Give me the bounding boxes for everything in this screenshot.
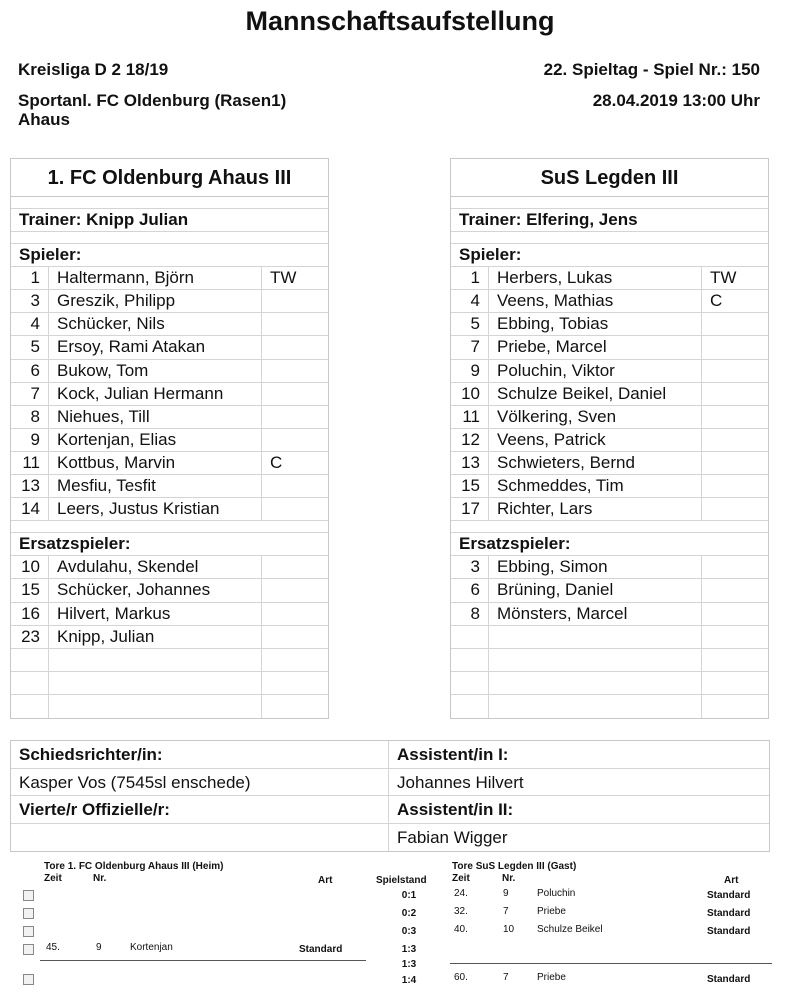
player-role <box>262 383 328 405</box>
player-row <box>11 360 328 383</box>
subs-label: Ersatzspieler: <box>11 533 328 556</box>
sub-name <box>489 649 702 671</box>
player-role <box>262 406 328 428</box>
assistant1-label: Assistent/in I: <box>397 745 509 764</box>
player-role <box>702 429 768 451</box>
goal-checkbox[interactable] <box>23 908 34 919</box>
sub-role <box>262 626 328 648</box>
player-role <box>262 290 328 312</box>
player-row <box>11 406 328 429</box>
sub-row <box>11 649 328 672</box>
sub-role <box>702 556 768 578</box>
player-role <box>262 360 328 382</box>
player-row <box>451 452 768 475</box>
home-goal-time: 45. <box>46 942 60 953</box>
player-name: Haltermann, Björn <box>49 267 262 289</box>
venue: Sportanl. FC Oldenburg (Rasen1) <box>18 91 287 110</box>
sub-role <box>262 603 328 625</box>
sub-row <box>451 579 768 602</box>
sub-name: Schücker, Johannes <box>49 579 262 601</box>
away-goal-type: Standard <box>707 890 751 901</box>
player-role <box>702 406 768 428</box>
player-number: 1 <box>11 267 49 289</box>
referee-name: Kasper Vos (7545sl enschede) <box>11 769 389 796</box>
fourth-official-name <box>11 824 389 852</box>
sub-name <box>49 672 262 694</box>
player-number: 4 <box>451 290 489 312</box>
trainer: Trainer: Elfering, Jens <box>451 209 768 232</box>
sub-row <box>451 603 768 626</box>
sub-name <box>489 672 702 694</box>
sub-role <box>262 695 328 718</box>
sub-name: Knipp, Julian <box>49 626 262 648</box>
goal-checkbox[interactable] <box>23 926 34 937</box>
sub-name <box>49 649 262 671</box>
sub-role <box>702 626 768 648</box>
player-name: Veens, Patrick <box>489 429 702 451</box>
player-name: Ebbing, Tobias <box>489 313 702 335</box>
player-name: Kottbus, Marvin <box>49 452 262 474</box>
sub-row <box>11 626 328 649</box>
player-name: Kortenjan, Elias <box>49 429 262 451</box>
away-goals-divider <box>450 963 772 964</box>
player-role: C <box>710 291 723 311</box>
player-number: 7 <box>451 336 489 358</box>
home-goal-number: 9 <box>96 942 102 953</box>
player-name: Kock, Julian Hermann <box>49 383 262 405</box>
player-number: 5 <box>451 313 489 335</box>
player-number: 12 <box>451 429 489 451</box>
spacer-row <box>11 521 328 533</box>
player-name: Richter, Lars <box>489 498 702 520</box>
away-goal-type: Standard <box>707 974 751 985</box>
goals-section <box>0 855 800 993</box>
sub-role <box>702 579 768 601</box>
away-goal-time: 60. <box>454 972 468 983</box>
player-number: 11 <box>11 452 49 474</box>
home-col-art: Art <box>318 875 333 886</box>
sub-name: Ebbing, Simon <box>489 556 702 578</box>
player-number: 11 <box>451 406 489 428</box>
away-team-lineup <box>450 158 769 719</box>
player-role: TW <box>270 268 297 288</box>
goal-checkbox[interactable] <box>23 944 34 955</box>
away-goal-scorer: Schulze Beikel <box>537 924 603 935</box>
away-goal-scorer: Priebe <box>537 972 566 983</box>
away-goal-type: Standard <box>707 926 751 937</box>
player-number: 17 <box>451 498 489 520</box>
sub-row <box>11 695 328 718</box>
home-col-nr: Nr. <box>93 873 107 884</box>
sub-number: 23 <box>11 626 49 648</box>
assistant1-name: Johannes Hilvert <box>397 772 524 792</box>
away-col-zeit: Zeit <box>452 873 470 884</box>
sub-name: Avdulahu, Skendel <box>49 556 262 578</box>
score-entry: 1:4 <box>401 975 417 986</box>
player-role <box>702 452 768 474</box>
player-number: 13 <box>451 452 489 474</box>
player-role <box>702 336 768 358</box>
sub-role <box>262 672 328 694</box>
sub-role <box>702 603 768 625</box>
referee-label: Schiedsrichter/in: <box>11 741 389 768</box>
player-number: 15 <box>451 475 489 497</box>
player-role <box>262 429 328 451</box>
sub-row <box>451 672 768 695</box>
away-goal-scorer: Priebe <box>537 906 566 917</box>
player-role <box>702 313 768 335</box>
home-goal-scorer: Kortenjan <box>130 942 173 953</box>
page-title: Mannschaftsaufstellung <box>245 6 555 36</box>
player-row <box>451 267 768 290</box>
team-name: SuS Legden III <box>451 159 768 197</box>
away-goals-title: Tore SuS Legden III (Gast) <box>452 861 577 872</box>
spacer-row <box>451 232 768 244</box>
matchday-info: 22. Spieltag - Spiel Nr.: 150 <box>543 60 760 79</box>
player-number: 10 <box>451 383 489 405</box>
player-role <box>702 360 768 382</box>
away-col-nr: Nr. <box>502 873 516 884</box>
sub-role <box>702 649 768 671</box>
sub-name: Brüning, Daniel <box>489 579 702 601</box>
player-row <box>451 498 768 521</box>
player-row <box>11 429 328 452</box>
score-entry: 1:3 <box>401 944 417 955</box>
player-number: 13 <box>11 475 49 497</box>
player-number: 14 <box>11 498 49 520</box>
sub-number: 10 <box>11 556 49 578</box>
player-row <box>451 475 768 498</box>
score-entry: 0:2 <box>401 908 417 919</box>
score-entry: 0:1 <box>401 890 417 901</box>
away-goal-number: 9 <box>503 888 509 899</box>
sub-row <box>11 672 328 695</box>
sub-row <box>11 556 328 579</box>
sub-name: Hilvert, Markus <box>49 603 262 625</box>
goal-checkbox[interactable] <box>23 974 34 985</box>
player-row <box>451 429 768 452</box>
sub-role <box>702 672 768 694</box>
sub-number: 15 <box>11 579 49 601</box>
player-row <box>11 267 328 290</box>
league-name: Kreisliga D 2 18/19 <box>18 60 169 79</box>
sub-number <box>11 649 49 671</box>
sub-name: Mönsters, Marcel <box>489 603 702 625</box>
player-number: 9 <box>451 360 489 382</box>
player-name: Schulze Beikel, Daniel <box>489 383 702 405</box>
player-role <box>262 498 328 520</box>
player-number: 6 <box>11 360 49 382</box>
player-role <box>702 475 768 497</box>
subs-label: Ersatzspieler: <box>451 533 768 556</box>
player-number: 1 <box>451 267 489 289</box>
player-role: C <box>270 452 283 472</box>
player-name: Priebe, Marcel <box>489 336 702 358</box>
sub-number <box>11 672 49 694</box>
sub-row <box>451 649 768 672</box>
player-row <box>451 406 768 429</box>
sub-name <box>489 695 702 718</box>
player-role <box>262 336 328 358</box>
player-role <box>702 383 768 405</box>
players-label: Spieler: <box>11 244 328 267</box>
player-number: 8 <box>11 406 49 428</box>
sub-row <box>451 556 768 579</box>
sub-number <box>11 695 49 718</box>
player-name: Leers, Justus Kristian <box>49 498 262 520</box>
player-name: Völkering, Sven <box>489 406 702 428</box>
players-label: Spieler: <box>451 244 768 267</box>
sub-row <box>11 603 328 626</box>
away-goal-time: 24. <box>454 888 468 899</box>
home-goals-title: Tore 1. FC Oldenburg Ahaus III (Heim) <box>44 861 224 872</box>
player-row <box>11 498 328 521</box>
player-role <box>262 313 328 335</box>
sub-role <box>262 556 328 578</box>
home-col-zeit: Zeit <box>44 873 62 884</box>
player-row <box>11 313 328 336</box>
trainer: Trainer: Knipp Julian <box>11 209 328 232</box>
player-row <box>11 452 328 475</box>
spacer-row <box>11 232 328 244</box>
sub-row <box>451 695 768 718</box>
sub-number: 6 <box>451 579 489 601</box>
player-number: 3 <box>11 290 49 312</box>
away-col-art: Art <box>724 875 739 886</box>
spacer-row <box>11 197 328 209</box>
sub-role <box>702 695 768 718</box>
player-name: Schücker, Nils <box>49 313 262 335</box>
player-number: 9 <box>11 429 49 451</box>
player-row <box>451 383 768 406</box>
sub-row <box>451 626 768 649</box>
match-datetime: 28.04.2019 13:00 Uhr <box>592 91 760 110</box>
home-goals-divider <box>40 960 366 961</box>
sub-name <box>489 626 702 648</box>
player-name: Niehues, Till <box>49 406 262 428</box>
score-entry: 1:3 <box>401 959 417 970</box>
venue-city: Ahaus <box>18 110 70 129</box>
spacer-row <box>451 197 768 209</box>
away-goal-type: Standard <box>707 908 751 919</box>
col-spielstand: Spielstand <box>376 875 427 886</box>
player-role: TW <box>710 268 737 288</box>
player-row <box>11 475 328 498</box>
player-row <box>451 336 768 359</box>
player-role <box>262 475 328 497</box>
away-goal-number: 7 <box>503 972 509 983</box>
player-name: Schwieters, Bernd <box>489 452 702 474</box>
player-row <box>451 290 768 313</box>
player-name: Greszik, Philipp <box>49 290 262 312</box>
sub-number <box>451 672 489 694</box>
officials-table <box>10 740 770 852</box>
sub-name <box>49 695 262 718</box>
player-name: Mesfiu, Tesfit <box>49 475 262 497</box>
away-goal-time: 32. <box>454 906 468 917</box>
player-role <box>702 498 768 520</box>
player-name: Schmeddes, Tim <box>489 475 702 497</box>
away-goal-time: 40. <box>454 924 468 935</box>
player-name: Herbers, Lukas <box>489 267 702 289</box>
assistant2-name: Fabian Wigger <box>397 827 508 847</box>
sub-number: 16 <box>11 603 49 625</box>
score-entry: 0:3 <box>401 926 417 937</box>
player-number: 5 <box>11 336 49 358</box>
player-row <box>451 313 768 336</box>
player-row <box>451 360 768 383</box>
fourth-official-label: Vierte/r Offizielle/r: <box>11 796 389 823</box>
away-goal-number: 7 <box>503 906 509 917</box>
assistant2-label: Assistent/in II: <box>397 800 514 819</box>
player-name: Poluchin, Viktor <box>489 360 702 382</box>
sub-role <box>262 579 328 601</box>
player-row <box>11 290 328 313</box>
spacer-row <box>451 521 768 533</box>
sub-number: 3 <box>451 556 489 578</box>
away-goal-scorer: Poluchin <box>537 888 576 899</box>
player-name: Bukow, Tom <box>49 360 262 382</box>
player-number: 4 <box>11 313 49 335</box>
sub-number: 8 <box>451 603 489 625</box>
sub-number <box>451 626 489 648</box>
player-name: Ersoy, Rami Atakan <box>49 336 262 358</box>
player-row <box>11 383 328 406</box>
player-name: Veens, Mathias <box>489 290 702 312</box>
sub-row <box>11 579 328 602</box>
team-name: 1. FC Oldenburg Ahaus III <box>11 159 328 197</box>
player-row <box>11 336 328 359</box>
home-goal-type: Standard <box>299 944 343 955</box>
sub-role <box>262 649 328 671</box>
sub-number <box>451 649 489 671</box>
home-team-lineup <box>10 158 329 719</box>
sub-number <box>451 695 489 718</box>
away-goal-number: 10 <box>503 924 515 935</box>
goal-checkbox[interactable] <box>23 890 34 901</box>
player-number: 7 <box>11 383 49 405</box>
